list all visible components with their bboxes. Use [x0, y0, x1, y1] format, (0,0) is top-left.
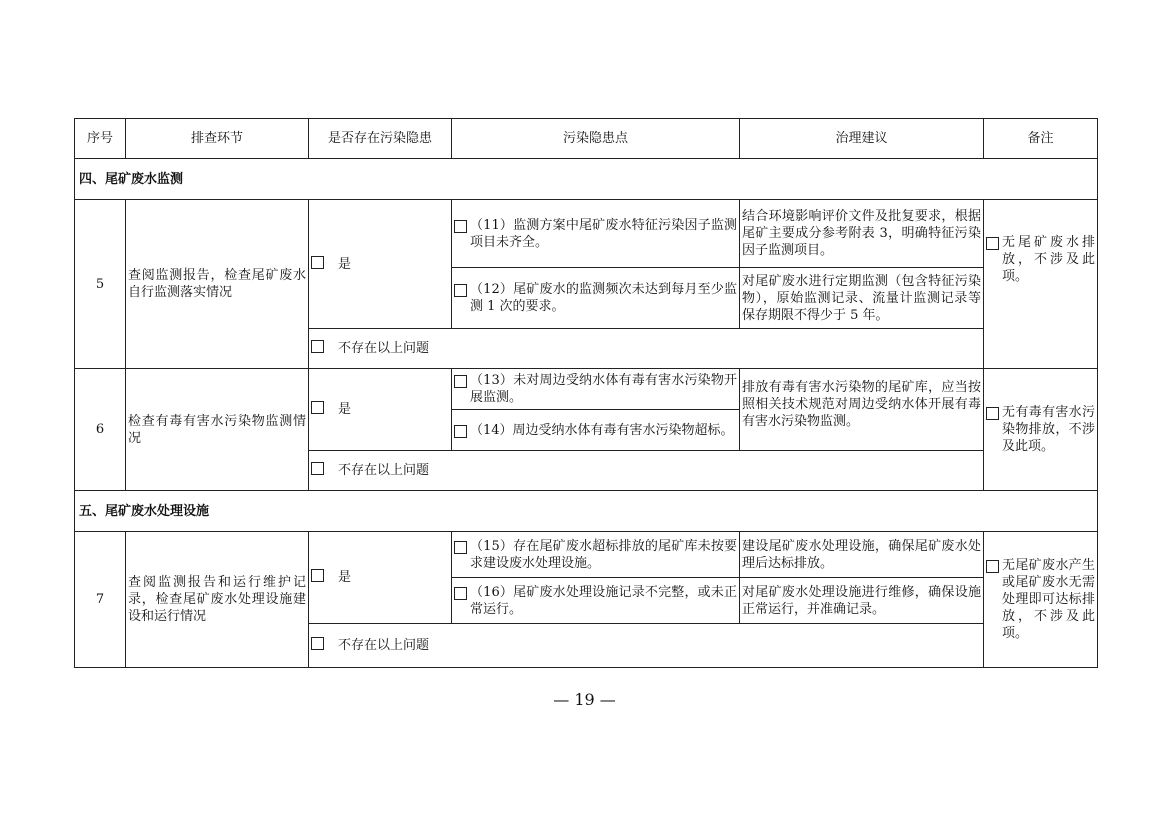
option-none[interactable]: [309, 451, 984, 491]
hazard-point[interactable]: [452, 410, 740, 451]
header-hazard: 污染隐患点: [452, 119, 740, 159]
option-yes[interactable]: [309, 532, 452, 624]
option-yes-label: 是: [338, 570, 352, 585]
table-row: [75, 369, 1098, 410]
table-row: [75, 532, 1098, 578]
option-none-label: 不存在以上问题: [338, 341, 430, 356]
option-yes[interactable]: [309, 200, 452, 329]
option-yes[interactable]: [309, 369, 452, 451]
item-number: 6: [75, 369, 126, 491]
checkbox-icon[interactable]: [454, 375, 467, 388]
item-number: 7: [75, 532, 126, 668]
header-remark: 备注: [984, 119, 1098, 159]
advice-text: 排放有毒有害水污染物的尾矿库，应当按照相关技术规范对周边受纳水体开展有毒有害水污染物监测。: [740, 369, 984, 451]
header-row: [75, 119, 1098, 159]
inspection-table: [74, 118, 1098, 668]
remark-text: 无有毒有害水污染物排放，不涉及此项。: [1002, 405, 1095, 454]
checkbox-icon[interactable]: [454, 220, 467, 233]
table-row: [75, 200, 1098, 268]
hazard-point[interactable]: [452, 268, 740, 329]
hazard-point[interactable]: [452, 200, 740, 268]
section-title-row: [75, 159, 1098, 200]
advice-text: 对尾矿废水进行定期监测（包含特征污染物），原始监测记录、流量计监测记录等保存期限不得少于 5 年。: [740, 268, 984, 329]
checkbox-icon[interactable]: [311, 637, 324, 650]
remark-text: 无尾矿废水产生或尾矿废水无需处理即可达标排放，不涉及此项。: [1002, 558, 1095, 641]
checkbox-icon[interactable]: [454, 587, 467, 600]
remark-cell[interactable]: [984, 532, 1098, 668]
hazard-text: （16）尾矿废水处理设施记录不完整，或未正常运行。: [470, 584, 737, 617]
checkbox-icon[interactable]: [311, 569, 324, 582]
header-stage: 排查环节: [126, 119, 309, 159]
checkbox-icon[interactable]: [311, 340, 324, 353]
checkbox-icon[interactable]: [311, 401, 324, 414]
hazard-text: （14）周边受纳水体有毒有害水污染物超标。: [470, 422, 734, 438]
hazard-text: （13）未对周边受纳水体有毒有害水污染物开展监测。: [470, 373, 737, 405]
hazard-point[interactable]: [452, 532, 740, 578]
checkbox-icon[interactable]: [986, 237, 999, 250]
option-none-label: 不存在以上问题: [338, 638, 430, 653]
header-no: 序号: [75, 119, 126, 159]
checkbox-icon[interactable]: [986, 560, 999, 573]
option-none-label: 不存在以上问题: [338, 463, 430, 478]
inspection-stage: 查阅监测报告和运行维护记录，检查尾矿废水处理设施建设和运行情况: [126, 532, 309, 668]
option-none[interactable]: [309, 624, 984, 668]
header-exists: 是否存在污染隐患: [309, 119, 452, 159]
advice-text: 建设尾矿废水处理设施，确保尾矿废水处理后达标排放。: [740, 532, 984, 578]
section-title: 四、尾矿废水监测: [75, 159, 1098, 200]
inspection-stage: 查阅监测报告，检查尾矿废水自行监测落实情况: [126, 200, 309, 369]
checkbox-icon[interactable]: [311, 256, 324, 269]
hazard-text: （12）尾矿废水的监测频次未达到每月至少监测 1 次的要求。: [470, 282, 737, 314]
checkbox-icon[interactable]: [454, 425, 467, 438]
item-number: 5: [75, 200, 126, 369]
hazard-text: （15）存在尾矿废水超标排放的尾矿库未按要求建设废水处理设施。: [470, 538, 737, 571]
option-yes-label: 是: [338, 256, 352, 272]
hazard-text: （11）监测方案中尾矿废水特征污染因子监测项目未齐全。: [470, 217, 737, 250]
checkbox-icon[interactable]: [454, 541, 467, 554]
advice-text: 结合环境影响评价文件及批复要求，根据尾矿主要成分参考附表 3，明确特征污染因子监测项目。: [740, 200, 984, 268]
inspection-stage: 检查有毒有害水污染物监测情况: [126, 369, 309, 491]
header-advice: 治理建议: [740, 119, 984, 159]
advice-text: 对尾矿废水处理设施进行维修，确保设施正常运行，并准确记录。: [740, 578, 984, 624]
checkbox-icon[interactable]: [454, 284, 467, 297]
option-yes-label: 是: [338, 402, 352, 417]
remark-text: 无尾矿废水排放，不涉及此项。: [1002, 234, 1095, 284]
option-none[interactable]: [309, 329, 984, 369]
checkbox-icon[interactable]: [986, 407, 999, 420]
page-number: — 19 —: [553, 690, 616, 709]
remark-cell[interactable]: [984, 200, 1098, 369]
hazard-point[interactable]: [452, 369, 740, 410]
section-title: 五、尾矿废水处理设施: [75, 491, 1098, 532]
remark-cell[interactable]: [984, 369, 1098, 491]
section-title-row: [75, 491, 1098, 532]
checkbox-icon[interactable]: [311, 462, 324, 475]
hazard-point[interactable]: [452, 578, 740, 624]
